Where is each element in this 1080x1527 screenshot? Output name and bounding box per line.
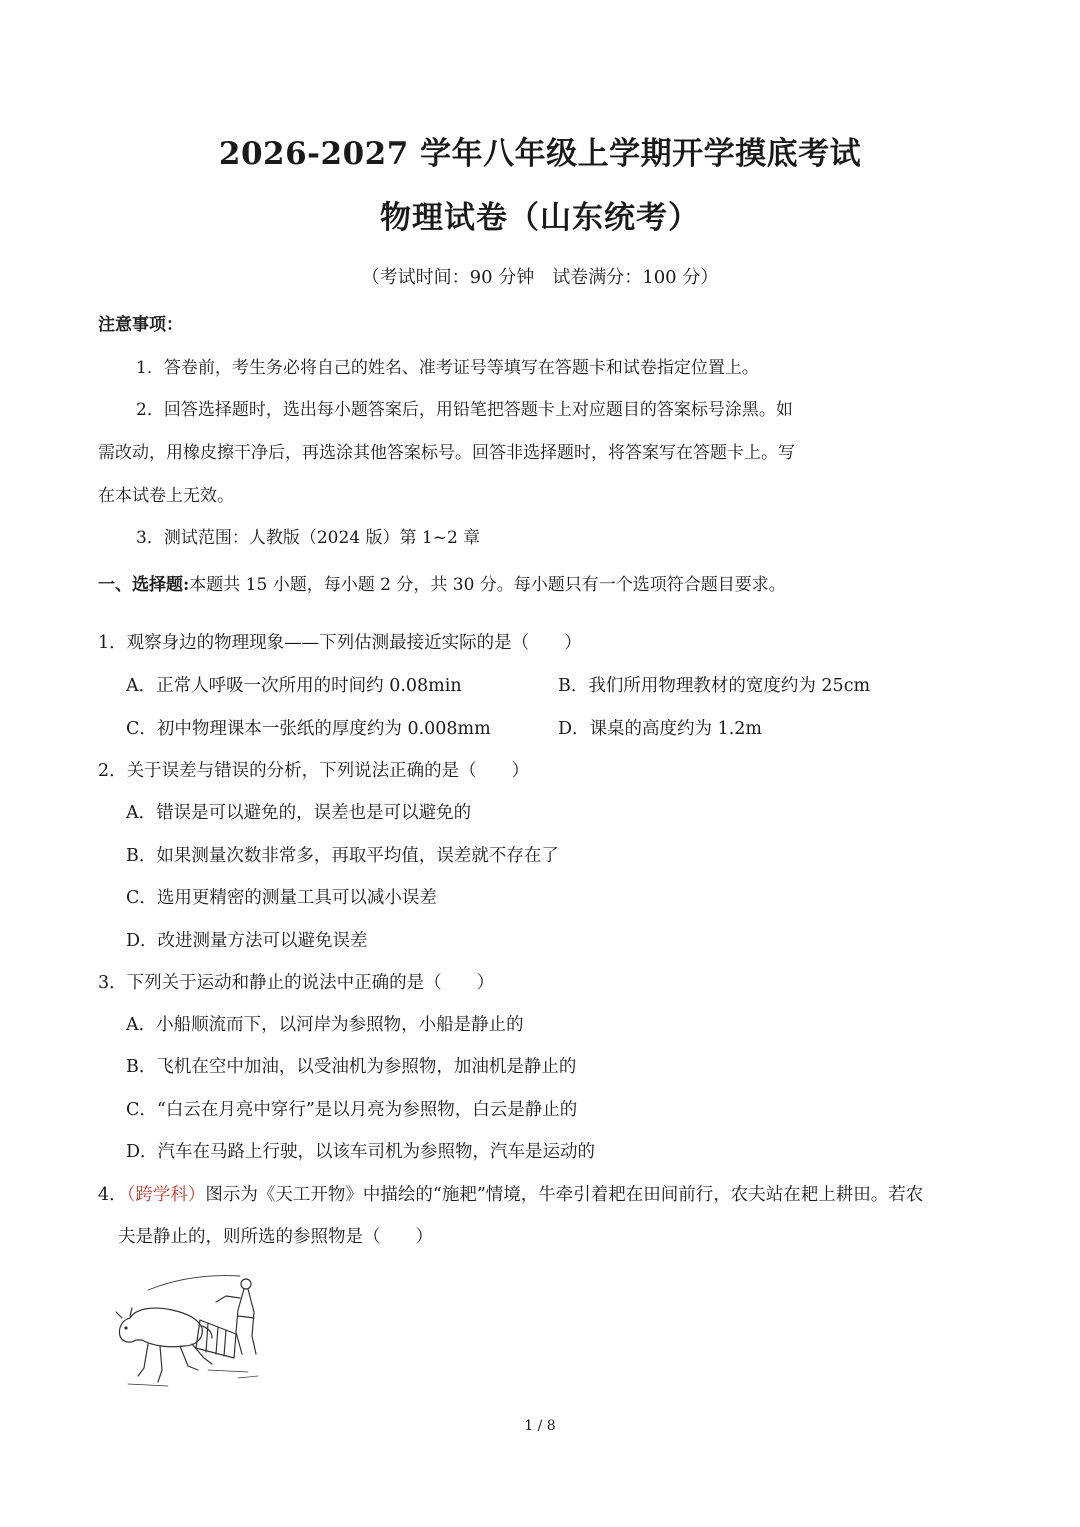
- question-3-option-d[interactable]: D．汽车在马路上行驶，以该车司机为参照物，汽车是运动的: [126, 1142, 596, 1162]
- notice-item-3: 3．测试范围：人教版（2024 版）第 1~2 章: [136, 528, 481, 548]
- page-number: 1 / 8: [524, 1418, 556, 1434]
- question-1-option-c[interactable]: C．初中物理课本一张纸的厚度约为 0.008mm: [126, 719, 491, 739]
- question-2-option-a[interactable]: A．错误是可以避免的，误差也是可以避免的: [126, 803, 472, 823]
- question-3-option-b[interactable]: B．飞机在空中加油，以受油机为参照物，加油机是静止的: [126, 1057, 577, 1077]
- section-1-heading: [98, 570, 786, 595]
- notice-item-2-line1: 2．回答选择题时，选出每小题答案后，用铅笔把答题卡上对应题目的答案标号涂黑。如: [136, 400, 793, 420]
- question-1-option-d[interactable]: D．课桌的高度约为 1.2m: [558, 719, 763, 739]
- question-4-stem-text: 图示为《天工开物》中描绘的“施耙”情境，牛牵引着耙在田间前行，农夫站在耙上耕田。若农: [205, 1185, 924, 1205]
- notice-heading: 注意事项：: [98, 315, 183, 335]
- notice-item-2-line2: 需改动，用橡皮擦干净后，再选涂其他答案标号。回答非选择题时，将答案写在答题卡上。写: [98, 443, 795, 463]
- question-2-option-b[interactable]: B．如果测量次数非常多，再取平均值，误差就不存在了: [126, 846, 559, 866]
- interdisciplinary-tag: （跨学科）: [126, 1185, 206, 1205]
- question-1-option-b[interactable]: B．我们所用物理教材的宽度约为 25cm: [558, 676, 871, 696]
- question-3-option-a[interactable]: A．小船顺流而下，以河岸为参照物，小船是静止的: [126, 1015, 524, 1035]
- question-1-option-a[interactable]: A．正常人呼吸一次所用的时间约 0.08min: [126, 676, 462, 696]
- question-4-stem-line1: [98, 1181, 923, 1206]
- notice-item-2-line3: 在本试卷上无效。: [98, 486, 234, 506]
- ox-plowing-illustration: [108, 1258, 268, 1393]
- exam-subtitle: 物理试卷（山东统考）: [380, 200, 700, 236]
- question-2-option-d[interactable]: D．改进测量方法可以避免误差: [126, 931, 368, 951]
- section-1-title: 一、选择题:: [98, 575, 190, 595]
- notice-item-1: 1．答卷前，考生务必将自己的姓名、准考证号等填写在答题卡和试卷指定位置上。: [136, 358, 759, 378]
- exam-title: 2026-2027 学年八年级上学期开学摸底考试: [218, 136, 862, 172]
- exam-meta: （考试时间：90 分钟 试卷满分：100 分）: [361, 267, 719, 288]
- question-2-option-c[interactable]: C．选用更精密的测量工具可以减小误差: [126, 888, 437, 908]
- question-3-option-c[interactable]: C．“白云在月亮中穿行”是以月亮为参照物，白云是静止的: [126, 1100, 578, 1120]
- question-4-stem-line2: 夫是静止的，则所选的参照物是（ ）: [118, 1227, 433, 1247]
- question-1-stem: 1．观察身边的物理现象——下列估测最接近实际的是（ ）: [98, 633, 582, 653]
- question-3-stem: 3．下列关于运动和静止的说法中正确的是（ ）: [98, 973, 495, 993]
- question-4-number: 4．: [98, 1185, 127, 1205]
- question-2-stem: 2．关于误差与错误的分析，下列说法正确的是（ ）: [98, 761, 530, 781]
- section-1-desc: 本题共 15 小题，每小题 2 分，共 30 分。每小题只有一个选项符合题目要求。: [189, 575, 786, 595]
